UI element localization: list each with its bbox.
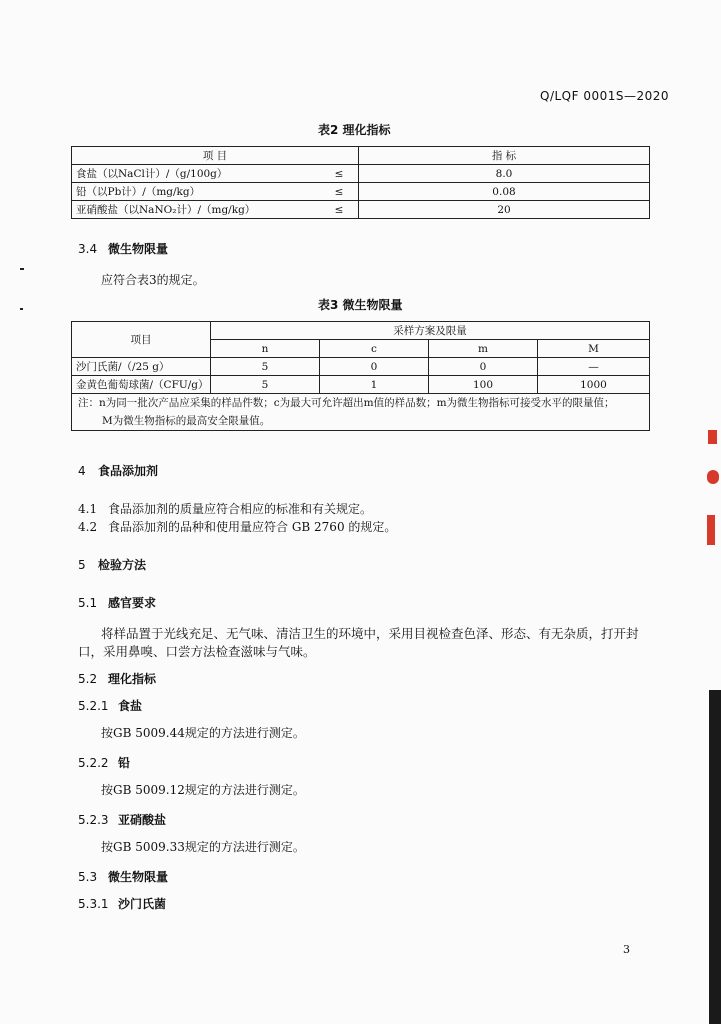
table-header-cell: 采样方案及限量 bbox=[211, 322, 650, 340]
table-cell: 亚硝酸盐（以NaNO₂计）/（mg/kg） bbox=[72, 201, 321, 219]
table-cell: 沙门氏菌/（/25 g） bbox=[72, 358, 211, 376]
section-5-2-2-text: 按GB 5009.12规定的方法进行测定。 bbox=[101, 783, 305, 797]
table-cell: ≤ bbox=[320, 165, 359, 183]
section-5-1-heading: 5.1 感官要求 bbox=[78, 596, 157, 610]
section-4-heading: 4 食品添加剂 bbox=[78, 464, 159, 478]
table-note-row bbox=[72, 394, 650, 431]
table-cell: — bbox=[538, 358, 650, 376]
table-cell: 5 bbox=[211, 358, 320, 376]
table-header-cell: 项 目 bbox=[72, 147, 359, 165]
scan-edge-shadow bbox=[709, 690, 721, 1024]
table-cell: 1000 bbox=[538, 376, 650, 394]
section-4-1: 4.1 食品添加剂的质量应符合相应的标准和有关规定。 bbox=[78, 502, 373, 516]
table3 bbox=[71, 321, 650, 431]
table-header-cell: n bbox=[211, 340, 320, 358]
section-5-3-heading: 5.3 微生物限量 bbox=[78, 870, 169, 884]
section-5-2-3-text: 按GB 5009.33规定的方法进行测定。 bbox=[101, 840, 305, 854]
table-cell: 食盐（以NaCl计）/（g/100g） bbox=[72, 165, 321, 183]
scan-speck bbox=[20, 268, 24, 270]
section-5-1-line-2: 口，采用鼻嗅、口尝方法检查滋味与气味。 bbox=[78, 644, 316, 659]
standard-code: Q/LQF 0001S—2020 bbox=[540, 89, 670, 103]
section-3-4-heading: 3.4 微生物限量 bbox=[78, 242, 169, 256]
table-cell: 0.08 bbox=[359, 183, 650, 201]
table-header-row bbox=[72, 322, 650, 340]
table-cell: 1 bbox=[320, 376, 429, 394]
table-cell: 100 bbox=[429, 376, 538, 394]
table-row bbox=[72, 201, 650, 219]
table-cell: 0 bbox=[429, 358, 538, 376]
table-note-line: M为微生物指标的最高安全限量值。 bbox=[102, 415, 271, 427]
table-header-row bbox=[72, 147, 650, 165]
page-number: 3 bbox=[623, 943, 630, 956]
section-5-2-2-heading: 5.2.2 铅 bbox=[78, 756, 131, 770]
table-header-cell: M bbox=[538, 340, 650, 358]
stamp-fragment bbox=[707, 515, 715, 545]
section-5-heading: 5 检验方法 bbox=[78, 558, 147, 572]
section-4-2: 4.2 食品添加剂的品种和使用量应符合 GB 2760 的规定。 bbox=[78, 520, 397, 534]
table-cell: ≤ bbox=[320, 201, 359, 219]
section-3-4-text: 应符合表3的规定。 bbox=[101, 273, 205, 287]
table-note-line: 注：n为同一批次产品应采集的样品件数；c为最大可允许超出m值的样品数；m为微生物指标可接受水平的限量值； bbox=[78, 397, 615, 409]
table-cell: 铅（以Pb计）/（mg/kg） bbox=[72, 183, 321, 201]
table-header-cell: c bbox=[320, 340, 429, 358]
table-cell: 0 bbox=[320, 358, 429, 376]
table-row bbox=[72, 183, 650, 201]
section-5-2-3-heading: 5.2.3 亚硝酸盐 bbox=[78, 813, 167, 827]
table-header-cell: 指 标 bbox=[359, 147, 650, 165]
table-row bbox=[72, 358, 650, 376]
scan-speck bbox=[20, 308, 23, 310]
table-row bbox=[72, 165, 650, 183]
table-cell: ≤ bbox=[320, 183, 359, 201]
table2-caption: 表2 理化指标 bbox=[318, 123, 391, 137]
table-cell: 8.0 bbox=[359, 165, 650, 183]
section-5-3-1-heading: 5.3.1 沙门氏菌 bbox=[78, 897, 167, 911]
stamp-fragment bbox=[708, 430, 717, 444]
table-row bbox=[72, 376, 650, 394]
table-cell: 5 bbox=[211, 376, 320, 394]
section-5-1-line-1: 将样品置于光线充足、无气味、清洁卫生的环境中，采用目视检查色泽、形态、有无杂质，打开封 bbox=[101, 626, 639, 641]
section-5-2-1-text: 按GB 5009.44规定的方法进行测定。 bbox=[101, 726, 305, 740]
table-header-cell: 项目 bbox=[72, 322, 211, 358]
section-5-2-1-heading: 5.2.1 食盐 bbox=[78, 699, 143, 713]
table2 bbox=[71, 146, 650, 219]
table-header-cell: m bbox=[429, 340, 538, 358]
table-note bbox=[72, 394, 650, 431]
section-5-2-heading: 5.2 理化指标 bbox=[78, 672, 157, 686]
table-cell: 金黄色葡萄球菌/（CFU/g） bbox=[72, 376, 211, 394]
stamp-fragment bbox=[707, 470, 719, 484]
table3-caption: 表3 微生物限量 bbox=[318, 298, 403, 312]
table-cell: 20 bbox=[359, 201, 650, 219]
